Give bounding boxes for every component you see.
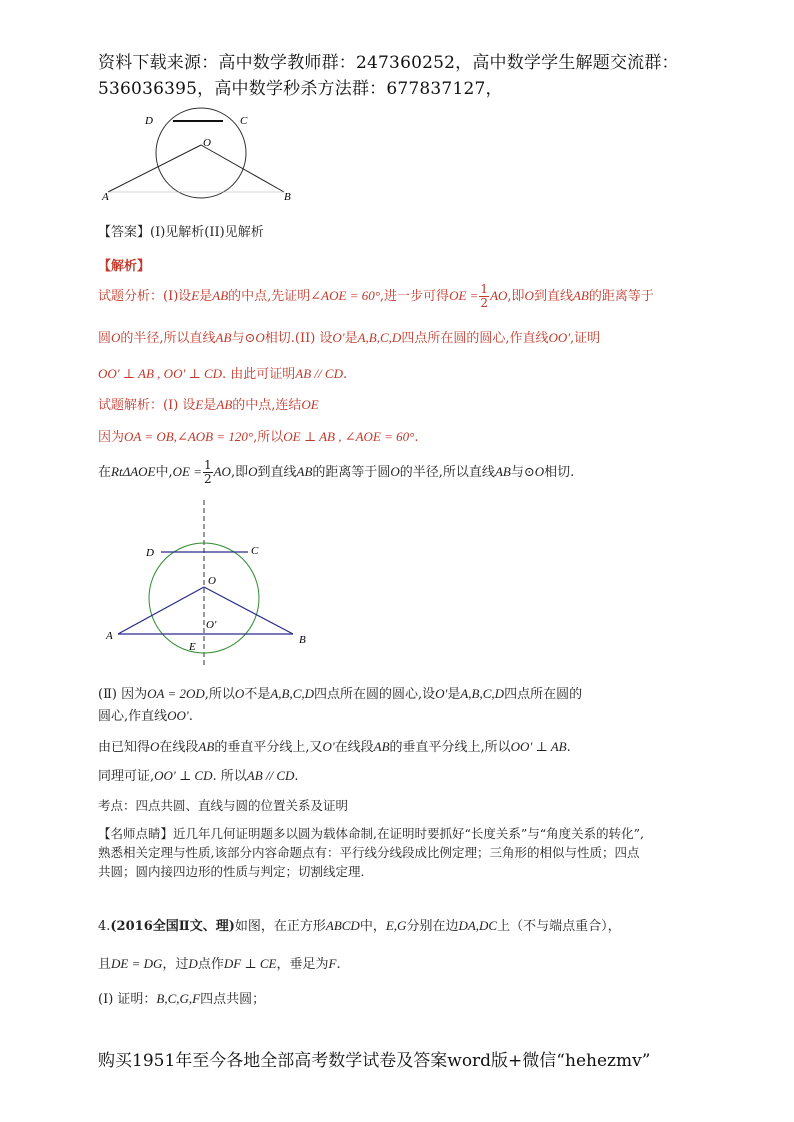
- analysis-line-1: 试题分析：(I)设E是AB的中点,先证明∠AOE = 60°,进一步可得OE = $\frac{1}{2}$ AO,即O到直线AB的距离等于: [98, 282, 654, 310]
- kaodian-line: 考点：四点共圆、直线与圆的位置关系及证明: [98, 798, 349, 813]
- fig2-label-O: O: [208, 575, 216, 587]
- tip-line-1: 【名师点睛】近几年几何证明题多以圆为载体命制,在证明时要抓好“长度关系”与“角度关系的转化”,: [98, 826, 645, 841]
- header-line-2: 536036395，高中数学秒杀方法群：677837127，: [98, 79, 503, 99]
- fig1-label-B: B: [284, 191, 291, 203]
- footer-line: 购买1951年至今各地全部高考数学试卷及答案word版+微信“hehezmv”: [98, 1051, 651, 1071]
- problem4-line-3: (Ⅰ) 证明：B,C,G,F四点共圆；: [98, 991, 266, 1007]
- analysis-line-2: 圆O的半径,所以直线AB与⊙O相切.(II) 设O'是A,B,C,D四点所在圆的圆心,作直线OO',证明: [98, 330, 601, 346]
- part2-line-4: 同理可证,OO' ⊥ CD. 所以AB // CD.: [98, 768, 299, 784]
- figure-2-circle-diagram: [98, 500, 328, 670]
- header-line-1: 资料下载来源：高中数学教师群：247360252，高中数学学生解题交流群：: [98, 53, 679, 73]
- fig2-label-Oprime: O': [206, 619, 217, 631]
- fig2-label-A: A: [106, 630, 113, 642]
- fig2-label-D: D: [146, 547, 154, 559]
- fig2-label-E: E: [189, 641, 196, 653]
- analysis-title: 【解析】: [98, 259, 151, 274]
- analysis-line-4: 试题解析：(Ⅰ) 设E是AB的中点,连结OE: [98, 397, 319, 413]
- figure-1-circle-diagram: [98, 100, 298, 205]
- tip-line-3: 共圆；圆内接四边形的性质与判定；切割线定理.: [98, 864, 365, 879]
- problem4-line-1: 4.(2016全国Ⅱ文、理)如图，在正方形ABCD中，E,G分别在边DA,DC上（不与端点重合），: [98, 918, 621, 934]
- fig1-label-C: C: [240, 115, 248, 127]
- part2-line-3: 由已知得O在线段AB的垂直平分线上,又O'在线段AB的垂直平分线上,所以OO' ⊥ AB.: [98, 739, 571, 755]
- fig1-label-A: A: [102, 191, 109, 203]
- fig2-label-C: C: [251, 545, 259, 557]
- answer-line: 【答案】(I)见解析(II)见解析: [98, 225, 264, 240]
- part2-line-1: (Ⅱ) 因为OA = 2OD,所以O不是A,B,C,D四点所在圆的圆心,设O'是A,B,C,D四点所在圆的: [98, 686, 583, 702]
- part2-line-2: 圆心,作直线OO'.: [98, 708, 193, 724]
- analysis-line-5: 因为OA = OB,∠AOB = 120°,所以OE ⊥ AB , ∠AOE = 60°.: [98, 429, 419, 445]
- analysis-line-6: 在RtΔAOE中,OE = $\frac{1}{2}$ AO,即O到直线AB的距离等于圆O的半径,所以直线AB与⊙O相切.: [98, 458, 575, 486]
- fig2-label-B: B: [299, 634, 306, 646]
- fig1-label-O: O: [203, 137, 211, 149]
- tip-line-2: 熟悉相关定理与性质,该部分内容命题点有：平行线分线段成比例定理；三角形的相似与性质；四点: [98, 845, 640, 860]
- fig1-label-D: D: [145, 115, 153, 127]
- problem4-line-2: 且DE = DG，过D点作DF ⊥ CE，垂足为F.: [98, 956, 341, 972]
- analysis-line-3: OO' ⊥ AB , OO' ⊥ CD. 由此可证明AB // CD.: [98, 366, 348, 382]
